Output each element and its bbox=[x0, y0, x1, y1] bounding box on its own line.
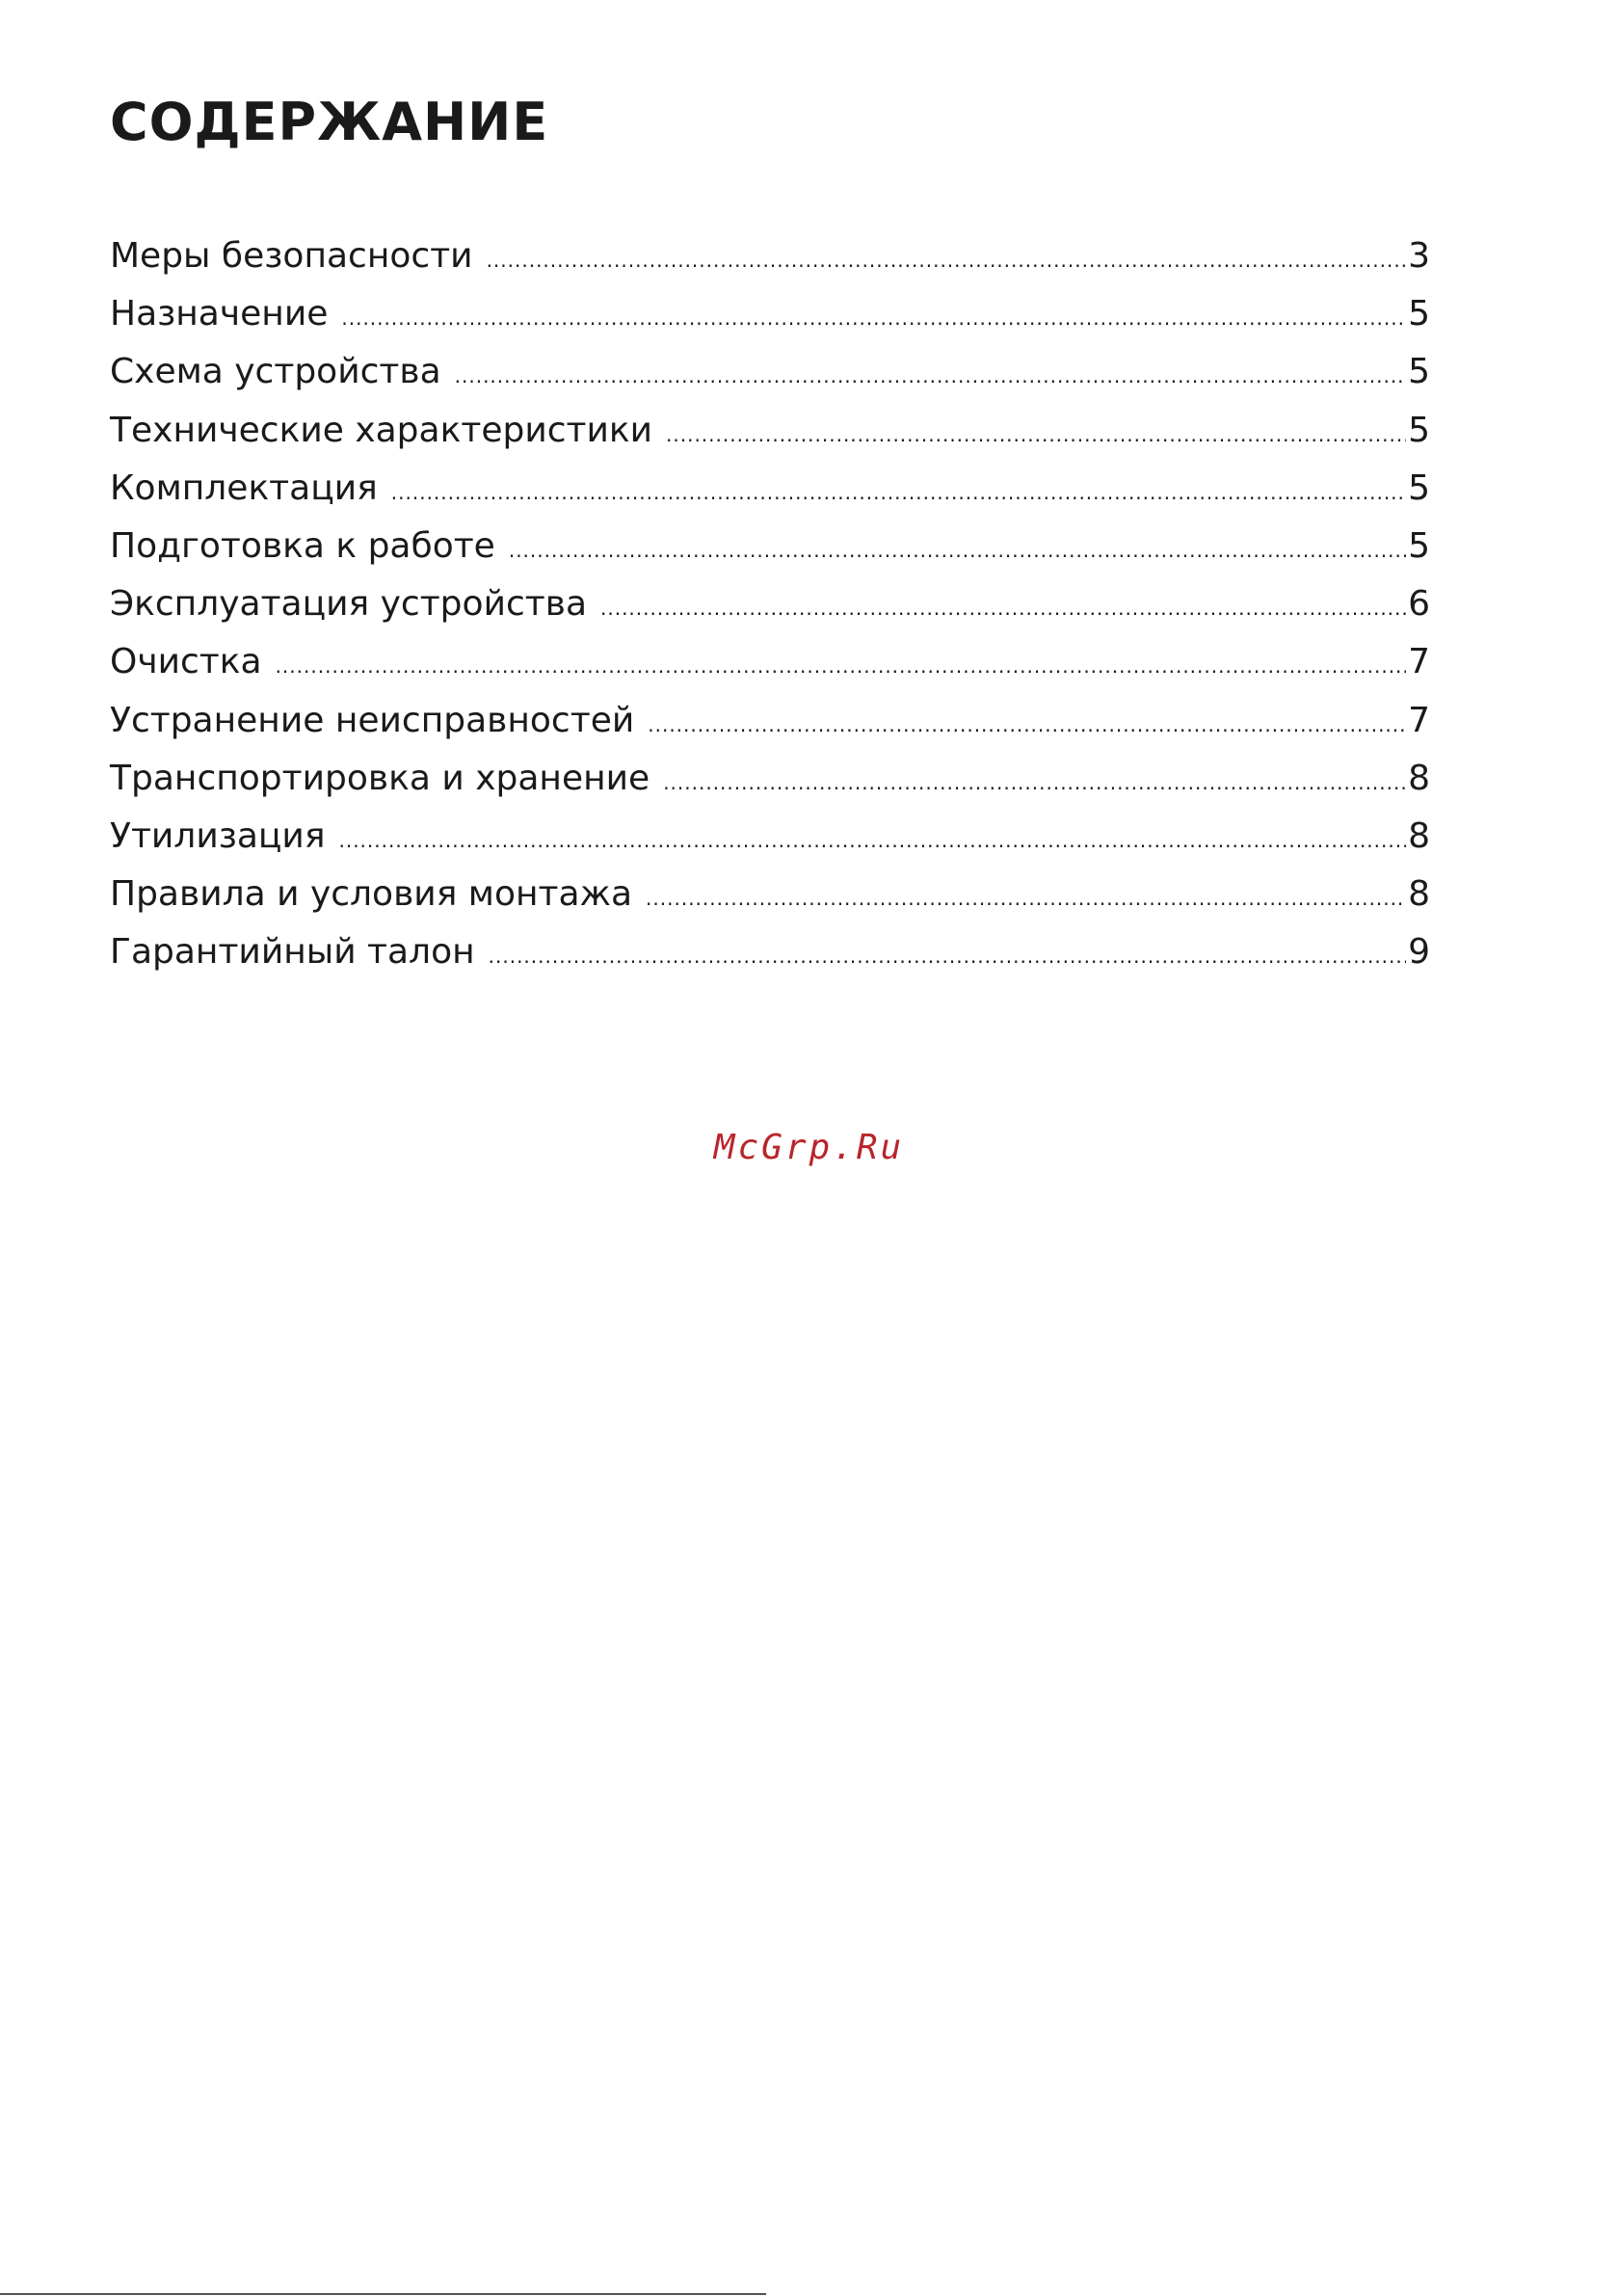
toc-entry[interactable] bbox=[110, 294, 1430, 355]
toc-dot-leader bbox=[648, 715, 1406, 734]
toc-entry-page: 3 bbox=[1408, 236, 1430, 276]
toc-entry-label: Гарантийный талон bbox=[110, 932, 475, 973]
toc-entry-page: 6 bbox=[1408, 584, 1430, 625]
page-bottom-divider bbox=[0, 2293, 766, 2295]
toc-dot-leader bbox=[391, 483, 1406, 502]
toc-entry-page: 5 bbox=[1408, 410, 1430, 450]
toc-dot-leader bbox=[600, 599, 1406, 618]
toc-dot-leader bbox=[489, 947, 1406, 966]
toc-entry-page: 5 bbox=[1408, 352, 1430, 392]
toc-entry-label: Утилизация bbox=[110, 815, 326, 856]
toc-entry-label: Назначение bbox=[110, 294, 329, 334]
toc-entry-label: Транспортировка и хранение bbox=[110, 758, 650, 798]
toc-entry-page: 8 bbox=[1408, 758, 1430, 798]
toc-entry-page: 5 bbox=[1408, 294, 1430, 334]
toc-dot-leader bbox=[276, 656, 1407, 676]
toc-entry[interactable] bbox=[110, 874, 1430, 935]
page-title: СОДЕРЖАНИЕ bbox=[110, 92, 549, 152]
toc-entry[interactable] bbox=[110, 467, 1430, 529]
watermark-text: McGrp.Ru bbox=[713, 1128, 905, 1167]
toc-entry-page: 7 bbox=[1408, 700, 1430, 740]
toc-entry[interactable] bbox=[110, 584, 1430, 645]
toc-entry-label: Очистка bbox=[110, 642, 262, 682]
toc-entry[interactable] bbox=[110, 815, 1430, 877]
toc-entry-label: Эксплуатация устройства bbox=[110, 584, 587, 625]
toc-entry[interactable] bbox=[110, 642, 1430, 703]
toc-entry-page: 7 bbox=[1408, 642, 1430, 682]
toc-dot-leader bbox=[338, 831, 1406, 850]
toc-entry-page: 5 bbox=[1408, 467, 1430, 508]
toc-entry[interactable] bbox=[110, 236, 1430, 297]
toc-entry[interactable] bbox=[110, 352, 1430, 413]
toc-dot-leader bbox=[646, 889, 1406, 908]
toc-entry-label: Подготовка к работе bbox=[110, 525, 495, 566]
toc-entry[interactable] bbox=[110, 410, 1430, 471]
toc-dot-leader bbox=[666, 425, 1406, 444]
toc-dot-leader bbox=[487, 251, 1407, 270]
toc-entry-label: Устранение неисправностей bbox=[110, 700, 635, 740]
toc-entry-label: Правила и условия монтажа bbox=[110, 874, 633, 915]
toc-entry-label: Технические характеристики bbox=[110, 410, 653, 450]
toc-entry[interactable] bbox=[110, 758, 1430, 819]
toc-entry[interactable] bbox=[110, 932, 1430, 993]
toc-entry[interactable] bbox=[110, 525, 1430, 587]
toc-entry-label: Схема устройства bbox=[110, 352, 441, 392]
toc-entry-page: 8 bbox=[1408, 815, 1430, 856]
toc-entry-page: 9 bbox=[1408, 932, 1430, 973]
toc-dot-leader bbox=[663, 773, 1406, 792]
toc-dot-leader bbox=[455, 366, 1406, 386]
toc-entry-label: Комплектация bbox=[110, 467, 378, 508]
toc-entry-label: Меры безопасности bbox=[110, 236, 473, 276]
toc-entry[interactable] bbox=[110, 700, 1430, 761]
toc-dot-leader bbox=[509, 541, 1406, 560]
toc-entry-page: 8 bbox=[1408, 874, 1430, 915]
toc-entry-page: 5 bbox=[1408, 525, 1430, 566]
table-of-contents bbox=[110, 236, 1430, 993]
toc-dot-leader bbox=[341, 308, 1406, 328]
